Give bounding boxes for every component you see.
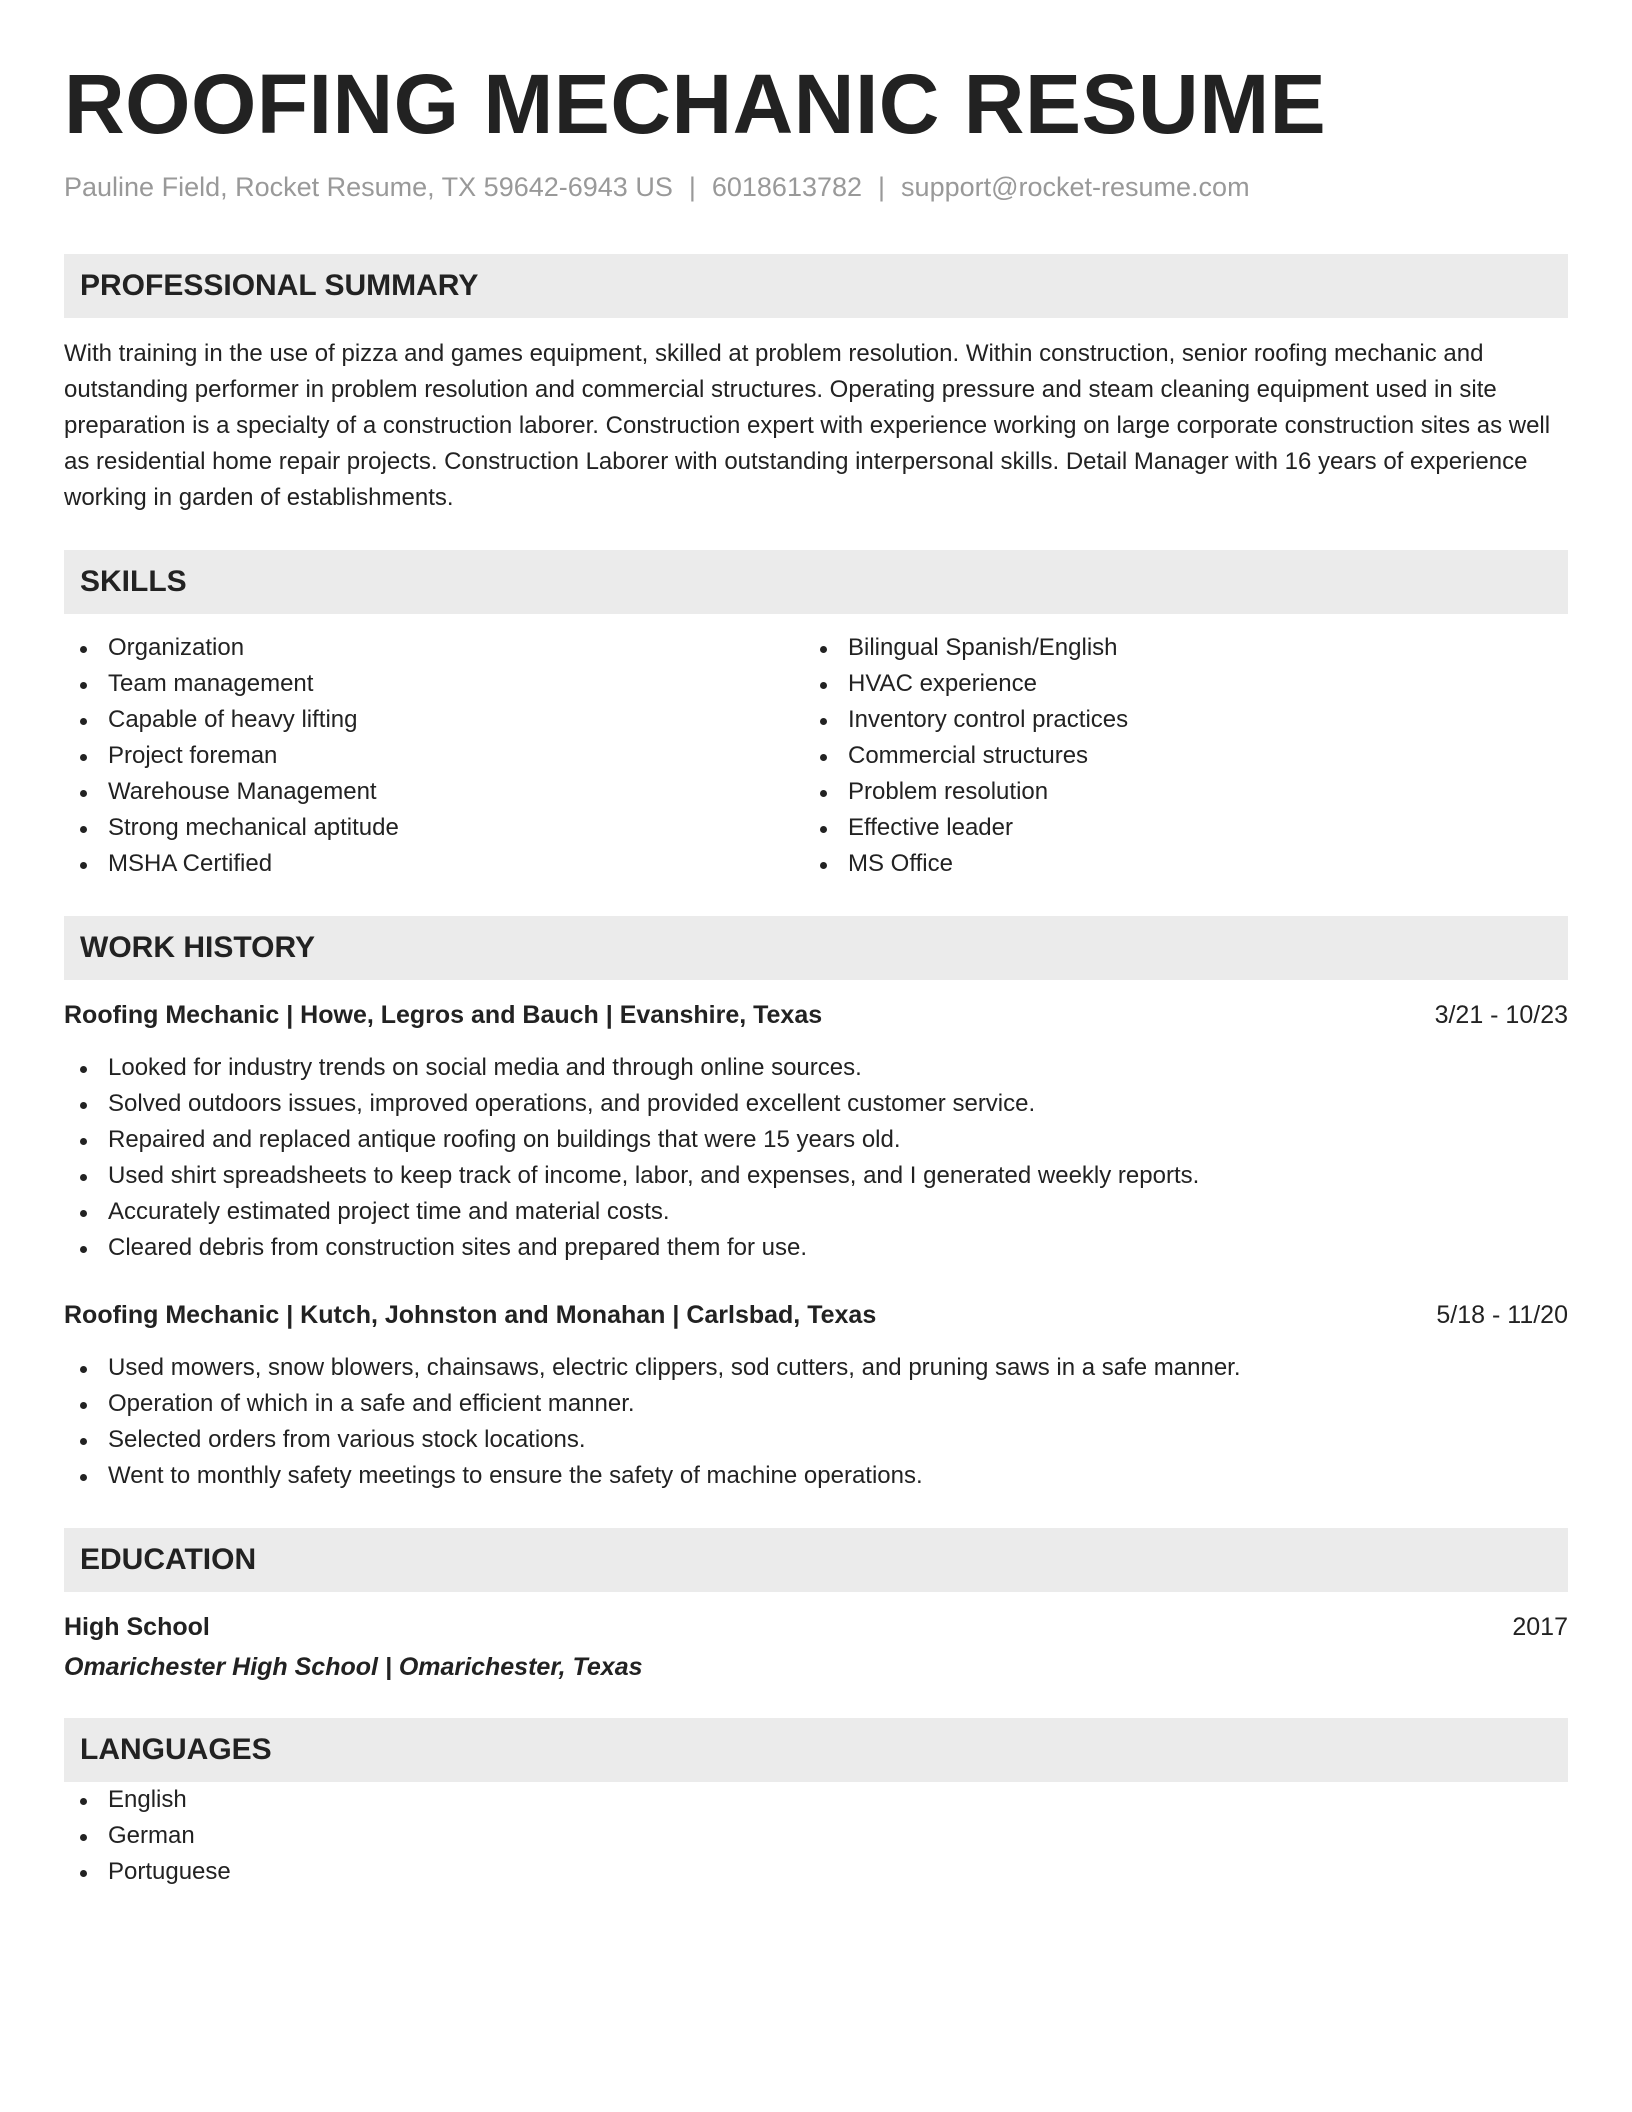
section-header-languages: LANGUAGES bbox=[64, 1718, 1568, 1782]
education-header bbox=[64, 1610, 1568, 1644]
summary-text: With training in the use of pizza and games equipment, skilled at problem resolution. Within construction, senior roofing mechanic and outstanding performer in problem resolution and commercial structures. Operating pressure and steam cleaning equipment used in site preparation is a specialty of a construction laborer. Construction expert with experience working on large corporate construction sites as well as residential home repair projects. Construction Laborer with outstanding interpersonal skills. Detail Manager with 16 years of experience working in garden of establishments. bbox=[64, 340, 1551, 511]
bullet-icon bbox=[80, 1798, 87, 1805]
job-dates: 5/18 - 11/20 bbox=[1436, 1301, 1568, 1329]
bullet-icon bbox=[80, 1402, 87, 1409]
skills-columns bbox=[64, 630, 1568, 882]
skill-item: Bilingual Spanish/English bbox=[804, 630, 1544, 666]
contact-email: support@rocket-resume.com bbox=[901, 172, 1250, 202]
job-entry bbox=[64, 1298, 1568, 1494]
language-item: Portuguese bbox=[64, 1854, 1568, 1890]
skills-column-left bbox=[64, 630, 804, 882]
bullet-icon bbox=[80, 1366, 87, 1373]
bullet-icon bbox=[80, 1834, 87, 1841]
skill-item: HVAC experience bbox=[804, 666, 1544, 702]
bullet-icon bbox=[80, 754, 87, 761]
skill-item: Effective leader bbox=[804, 810, 1544, 846]
bullet-icon bbox=[80, 646, 87, 653]
bullet-icon bbox=[80, 1210, 87, 1217]
bullet-icon bbox=[820, 790, 827, 797]
job-bullet: Operation of which in a safe and efficient manner. bbox=[64, 1386, 1568, 1422]
skills-list-left bbox=[64, 630, 804, 882]
skill-item: Strong mechanical aptitude bbox=[64, 810, 804, 846]
skill-item: Commercial structures bbox=[804, 738, 1544, 774]
job-bullet: Selected orders from various stock locations. bbox=[64, 1422, 1568, 1458]
bullet-icon bbox=[80, 1438, 87, 1445]
bullet-icon bbox=[80, 1174, 87, 1181]
job-bullet: Used shirt spreadsheets to keep track of income, labor, and expenses, and I generated weekly reports. bbox=[64, 1158, 1568, 1194]
job-bullet: Used mowers, snow blowers, chainsaws, electric clippers, sod cutters, and pruning saws in a safe manner. bbox=[64, 1350, 1568, 1386]
job-bullet: Accurately estimated project time and material costs. bbox=[64, 1194, 1568, 1230]
education-school: Omarichester High School | Omarichester, Texas bbox=[64, 1653, 643, 1681]
job-entry bbox=[64, 998, 1568, 1266]
education-degree: High School bbox=[64, 1613, 210, 1641]
skills-column-right bbox=[804, 630, 1544, 882]
bullet-icon bbox=[820, 862, 827, 869]
resume-title: ROOFING MECHANIC RESUME bbox=[64, 57, 1327, 151]
bullet-icon bbox=[80, 790, 87, 797]
contact-separator: | bbox=[688, 172, 696, 202]
contact-separator: | bbox=[878, 172, 886, 202]
skill-item: Warehouse Management bbox=[64, 774, 804, 810]
education-year: 2017 bbox=[1512, 1613, 1568, 1641]
job-dates: 3/21 - 10/23 bbox=[1434, 1001, 1568, 1029]
bullet-icon bbox=[80, 826, 87, 833]
skill-item: MS Office bbox=[804, 846, 1544, 882]
bullet-icon bbox=[80, 682, 87, 689]
language-item: English bbox=[64, 1782, 1568, 1818]
bullet-icon bbox=[80, 1102, 87, 1109]
bullet-icon bbox=[820, 682, 827, 689]
section-header-work-history: WORK HISTORY bbox=[64, 916, 1568, 980]
section-header-summary: PROFESSIONAL SUMMARY bbox=[64, 254, 1568, 318]
job-title: Roofing Mechanic | Howe, Legros and Bauch | Evanshire, Texas bbox=[64, 1001, 823, 1029]
skill-item: MSHA Certified bbox=[64, 846, 804, 882]
skill-item: Team management bbox=[64, 666, 804, 702]
bullet-icon bbox=[80, 862, 87, 869]
section-header-skills: SKILLS bbox=[64, 550, 1568, 614]
languages-list bbox=[64, 1782, 1568, 1890]
job-bullets bbox=[64, 1050, 1568, 1266]
education-entry bbox=[64, 1610, 1568, 1684]
job-header bbox=[64, 998, 1568, 1032]
job-bullet: Looked for industry trends on social media and through online sources. bbox=[64, 1050, 1568, 1086]
skill-item: Problem resolution bbox=[804, 774, 1544, 810]
job-title: Roofing Mechanic | Kutch, Johnston and Monahan | Carlsbad, Texas bbox=[64, 1301, 877, 1329]
bullet-icon bbox=[820, 718, 827, 725]
skill-item: Inventory control practices bbox=[804, 702, 1544, 738]
job-bullet: Repaired and replaced antique roofing on buildings that were 15 years old. bbox=[64, 1122, 1568, 1158]
bullet-icon bbox=[80, 718, 87, 725]
job-header bbox=[64, 1298, 1568, 1332]
skills-list-right bbox=[804, 630, 1544, 882]
job-bullet: Cleared debris from construction sites and prepared them for use. bbox=[64, 1230, 1568, 1266]
job-bullets bbox=[64, 1350, 1568, 1494]
section-header-education: EDUCATION bbox=[64, 1528, 1568, 1592]
skill-item: Project foreman bbox=[64, 738, 804, 774]
bullet-icon bbox=[80, 1138, 87, 1145]
contact-line bbox=[64, 170, 1568, 204]
bullet-icon bbox=[820, 646, 827, 653]
bullet-icon bbox=[820, 826, 827, 833]
bullet-icon bbox=[80, 1066, 87, 1073]
contact-phone: 6018613782 bbox=[711, 172, 863, 202]
skill-item: Capable of heavy lifting bbox=[64, 702, 804, 738]
skill-item: Organization bbox=[64, 630, 804, 666]
bullet-icon bbox=[80, 1246, 87, 1253]
bullet-icon bbox=[820, 754, 827, 761]
language-item: German bbox=[64, 1818, 1568, 1854]
job-bullet: Went to monthly safety meetings to ensure the safety of machine operations. bbox=[64, 1458, 1568, 1494]
bullet-icon bbox=[80, 1474, 87, 1481]
bullet-icon bbox=[80, 1870, 87, 1877]
contact-address: Pauline Field, Rocket Resume, TX 59642-6943 US bbox=[64, 172, 673, 202]
job-bullet: Solved outdoors issues, improved operations, and provided excellent customer service. bbox=[64, 1086, 1568, 1122]
